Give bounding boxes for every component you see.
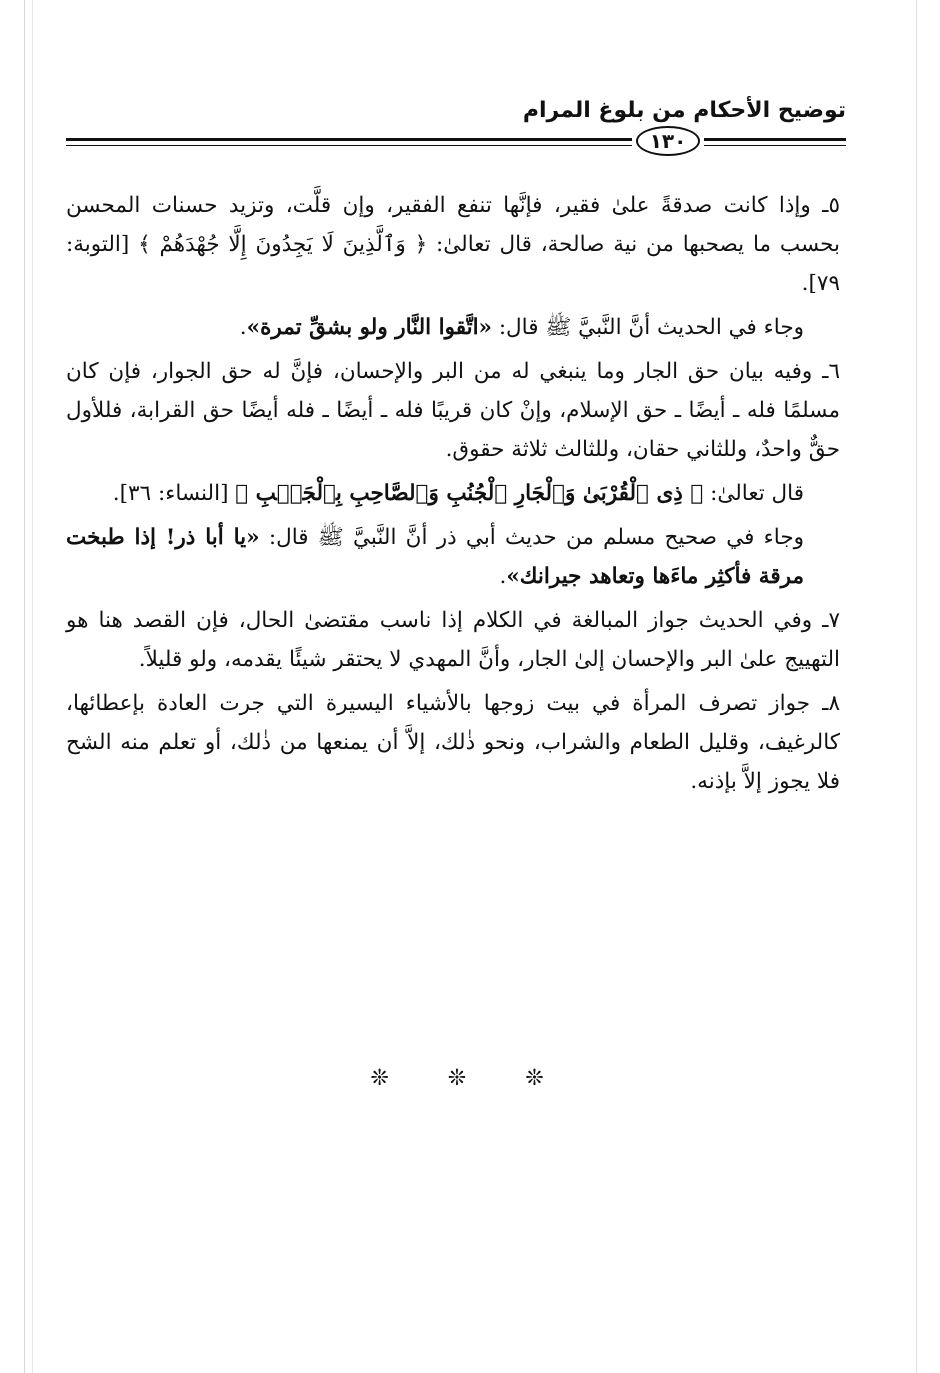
scan-edge-line <box>916 0 917 1373</box>
page-header <box>66 88 846 160</box>
hadith-intro: وجاء في صحيح مسلم من حديث أبي ذر أنَّ النَّبيَّ ﷺ قال: <box>259 525 804 550</box>
header-rule-left <box>66 138 632 141</box>
paragraph-8: ٨ـ جواز تصرف المرأة في بيت زوجها بالأشياء اليسيرة التي جرت العادة بإعطائها، كالرغيف، وقليل الطعام والشراب، ونحو ذٰلك، إلاَّ أن يمنعها من ذٰلك، أو تعلم منه الشح فلا يجوز إلاَّ بإذنه. <box>66 691 840 794</box>
page-number: ١٣٠ <box>636 126 700 156</box>
paragraph-5: ٥ـ وإذا كانت صدقةً علىٰ فقير، فإنَّها تنفع الفقير، وإن قلَّت، وتزيد حسنات المحسن بحسب ما يصحبها من نية صالحة، قال تعالىٰ: ﴿ وَٱلَّذِينَ لَا يَجِدُونَ إِلَّا جُهْدَهُمْ ﴾ [التوبة: ٧٩]. <box>66 193 840 296</box>
page-body <box>66 186 840 806</box>
hadith-quote: «يا أبا ذر! إذا طبخت مرقة فأكثِر ماءَها وتعاهد جيرانك» <box>66 525 804 589</box>
scan-edge-line <box>32 0 33 1373</box>
section-end-ornament: ❊ ❊ ❊ <box>370 1066 570 1091</box>
header-rule-right <box>704 138 846 141</box>
header-rule-left-thin <box>66 145 632 146</box>
verse-intro: قال تعالىٰ: <box>703 481 804 506</box>
scan-edge-line <box>24 0 25 1373</box>
quran-verse: ﴿ ذِى ٱلْقُرْبَىٰ وَٱلْجَارِ ٱلْجُنُبِ وَٱلصَّاحِبِ بِٱلْجَنۢبِ ﴾ <box>235 481 704 506</box>
paragraph-5-hadith <box>66 308 840 347</box>
paragraph-6-verse <box>66 474 840 513</box>
verse-reference: [النساء: ٣٦]. <box>112 481 236 506</box>
hadith-end: . <box>239 315 247 340</box>
paragraph-6-hadith <box>66 518 840 596</box>
header-rule-right-thin <box>704 145 846 146</box>
hadith-end: . <box>499 564 507 589</box>
hadith-quote: «اتَّقوا النَّار ولو بشقِّ تمرة» <box>246 315 492 340</box>
paragraph-7: ٧ـ وفي الحديث جواز المبالغة في الكلام إذا ناسب مقتضىٰ الحال، فإن القصد هنا هو التهييج علىٰ البر والإحسان إلىٰ الجار، وأنَّ المهدي لا يحتقر شيئًا يقدمه، ولو قليلاً. <box>66 608 840 672</box>
hadith-intro: وجاء في الحديث أنَّ النَّبيَّ ﷺ قال: <box>491 315 804 340</box>
paragraph-6: ٦ـ وفيه بيان حق الجار وما ينبغي له من البر والإحسان، فإنَّ له حق الجوار، فإن كان مسلمًا فله ـ أيضًا ـ حق الإسلام، وإنْ كان قريبًا فله ـ أيضًا ـ فله أيضًا حق القرابة، فللأول حقٌّ واحدٌ، وللثاني حقان، وللثالث ثلاثة حقوق. <box>66 359 840 462</box>
book-title: توضيح الأحكام من بلوغ المرام <box>522 98 846 123</box>
